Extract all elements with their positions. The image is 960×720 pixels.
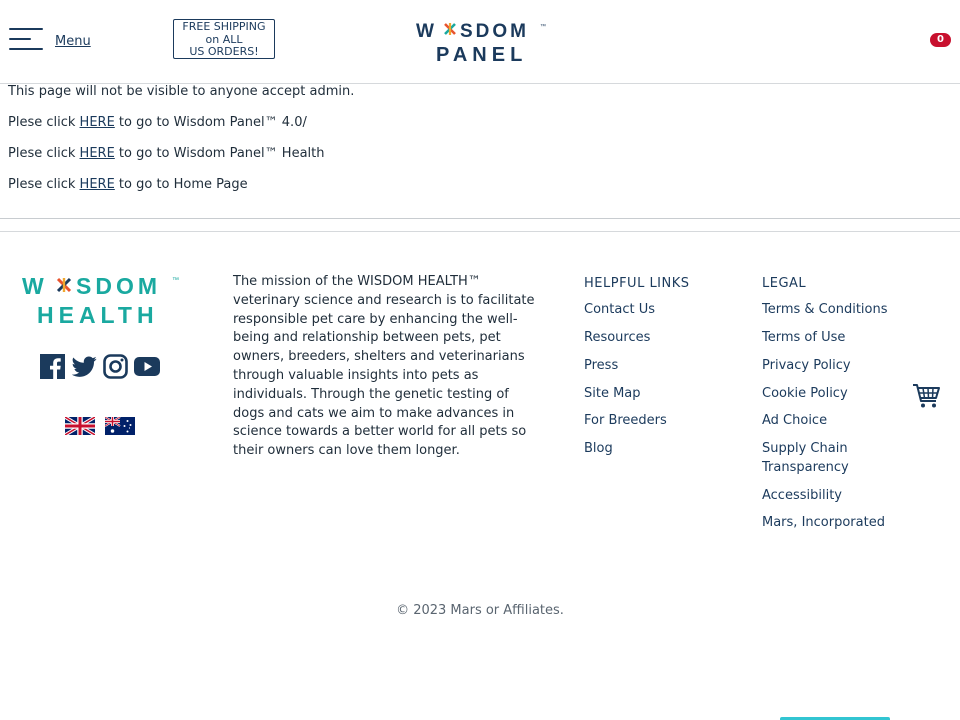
site-header <box>0 0 960 84</box>
youtube-icon[interactable] <box>134 354 160 383</box>
footer-link-site-map[interactable]: Site Map <box>584 386 641 401</box>
footer-link-contact-us[interactable]: Contact Us <box>584 302 655 317</box>
svg-text:™: ™ <box>540 24 546 30</box>
content-divider <box>0 218 960 219</box>
svg-text:HEALTH: HEALTH <box>37 302 159 327</box>
promo-line-3: US ORDERS! <box>189 45 259 58</box>
footer-link-blog[interactable]: Blog <box>584 441 613 456</box>
svg-text:W: W <box>416 21 437 42</box>
facebook-icon[interactable] <box>40 354 65 383</box>
footer-link-supply-chain[interactable]: Supply Chain Transparency <box>762 441 849 475</box>
hamburger-menu-icon[interactable] <box>9 28 43 50</box>
link-line-wisdom-panel-health: Plese click HERE to go to Wisdom Panel™ Health <box>8 146 325 161</box>
svg-text:SDOM: SDOM <box>460 21 529 42</box>
logo-star-icon <box>58 278 70 292</box>
cart-count-badge[interactable]: 0 <box>930 33 951 47</box>
svg-text:PANEL: PANEL <box>436 44 528 64</box>
svg-text:SDOM: SDOM <box>76 273 161 299</box>
australia-flag-icon[interactable] <box>105 417 135 435</box>
footer-link-ad-choice[interactable]: Ad Choice <box>762 413 828 428</box>
footer-link-terms-conditions[interactable]: Terms & Conditions <box>762 302 888 317</box>
promo-line-1: FREE SHIPPING <box>182 20 266 33</box>
uk-flag-icon[interactable] <box>65 417 95 435</box>
instagram-icon[interactable] <box>103 354 128 383</box>
footer-link-cookie-policy[interactable]: Cookie Policy <box>762 386 848 401</box>
admin-notice-text: This page will not be visible to anyone accept admin. <box>8 84 355 99</box>
footer-link-terms-of-use[interactable]: Terms of Use <box>762 330 846 345</box>
wisdom-panel-logo[interactable] <box>416 20 546 64</box>
footer-link-for-breeders[interactable]: For Breeders <box>584 413 667 428</box>
menu-button[interactable]: Menu <box>55 34 91 49</box>
helpful-links-heading: HELPFUL LINKS <box>584 276 690 291</box>
copyright-text: © 2023 Mars or Affiliates. <box>396 603 564 618</box>
legal-heading: LEGAL <box>762 276 807 291</box>
twitter-icon[interactable] <box>72 354 97 383</box>
logo-star-icon <box>445 23 455 35</box>
here-link-wisdom-panel-4[interactable]: HERE <box>79 115 115 130</box>
footer-divider <box>0 231 960 232</box>
wisdom-health-logo[interactable] <box>22 273 180 327</box>
footer-link-accessibility[interactable]: Accessibility <box>762 488 842 503</box>
shopping-cart-icon[interactable] <box>912 383 940 409</box>
link-line-home-page: Plese click HERE to go to Home Page <box>8 177 248 192</box>
here-link-home-page[interactable]: HERE <box>79 177 115 192</box>
promo-line-2: on ALL <box>205 32 243 46</box>
here-link-wisdom-panel-health[interactable]: HERE <box>79 146 115 161</box>
link-line-wisdom-panel-4: Plese click HERE to go to Wisdom Panel™ 4.0/ <box>8 115 307 130</box>
footer-link-resources[interactable]: Resources <box>584 330 651 345</box>
footer-link-mars-incorporated[interactable]: Mars, Incorporated <box>762 515 885 530</box>
svg-text:™: ™ <box>172 277 179 284</box>
svg-text:W: W <box>22 273 48 299</box>
footer-link-press[interactable]: Press <box>584 358 619 373</box>
mission-statement: The mission of the WISDOM HEALTH™ veterinary science and research is to facilitate responsible pet care by enhancing the well-being and relationship between pets, pet owners, breeders, shelters and veterinarians through valuable insights into pets as individuals. Through the genetic testing of dogs and cats we aim to make advances in science towards a better world for all pets so their owners can love them longer. <box>233 274 535 459</box>
footer-link-privacy-policy[interactable]: Privacy Policy <box>762 358 851 373</box>
free-shipping-badge[interactable] <box>173 19 275 59</box>
